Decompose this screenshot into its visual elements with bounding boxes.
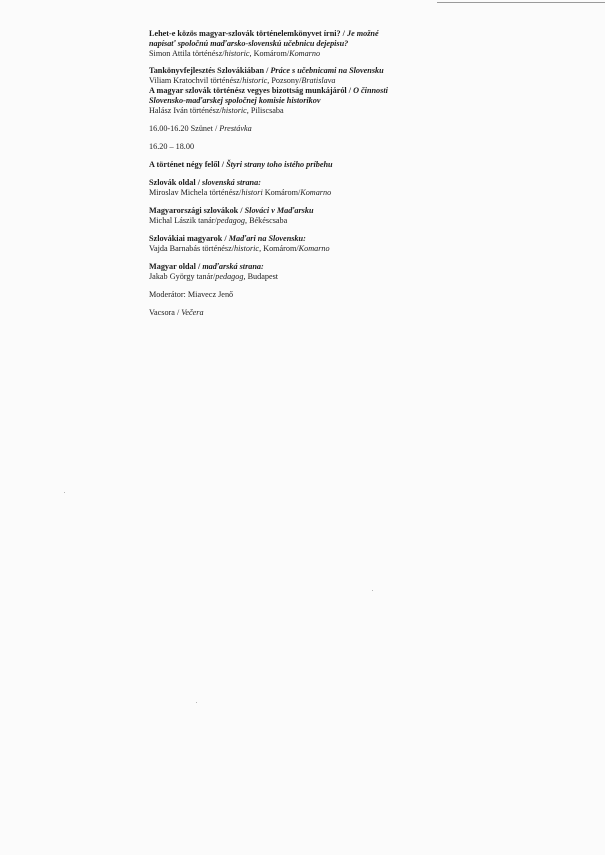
title-hu: Tankönyvfejlesztés Szlovákiában <box>149 66 265 75</box>
speaker-role-hu: történész <box>189 106 220 115</box>
speaker-line: Jakab György tanár/pedagog, Budapest <box>149 272 279 281</box>
dinner-separator: / <box>174 308 182 317</box>
moderator-label: Moderátor: <box>149 290 186 299</box>
session-time: 16.20 – 18.00 <box>149 142 195 151</box>
speaker-role-sk: pedagog <box>215 272 244 281</box>
speaker-name: Vajda Barnabás <box>149 244 201 253</box>
part-title-hu: Magyar oldal <box>149 262 196 271</box>
title-separator: / <box>346 86 354 95</box>
dinner-line <box>149 308 399 318</box>
title-sk: Je možné napísať spoločnú maďarsko-slovenskú učebnicu dejepisu? <box>149 29 379 48</box>
speaker-line: Vajda Barnabás történész/historic, Komárom/Komarno <box>149 244 330 253</box>
panel-part <box>149 234 399 254</box>
moderator-line <box>149 290 399 300</box>
break-separator: / <box>212 124 220 133</box>
speaker-city-sk: Komarno <box>289 49 321 58</box>
speaker-city: Budapest <box>247 272 279 281</box>
part-title-sk: Maďari na Slovensku: <box>228 234 306 243</box>
part-title <box>149 234 399 244</box>
speaker-city-sk: Komarno <box>300 188 332 197</box>
scan-speck <box>196 702 197 703</box>
speaker-role-hu: történész <box>209 188 240 197</box>
speaker-role-hu: történész <box>210 76 240 85</box>
speaker-city-hu: Pozsony <box>271 76 300 85</box>
session-1 <box>149 29 399 59</box>
panel-part <box>149 178 399 198</box>
speaker-line: Miroslav Michela történész/histori Komárom/Komarno <box>149 188 332 197</box>
break-line <box>149 124 399 134</box>
speaker-city-hu: Komárom <box>263 244 297 253</box>
title-sk: O činnosti Slovensko-maďarskej spoločnej komisie historikov <box>149 86 388 105</box>
speaker-role-hu: történész <box>192 49 223 58</box>
program-document <box>149 29 399 318</box>
speaker-city-hu: Komárom <box>253 49 287 58</box>
scan-speck <box>372 590 373 591</box>
session-title <box>149 86 399 106</box>
speaker-city-sk: Komarno <box>298 244 330 253</box>
speaker-name: Jakab György <box>149 272 195 281</box>
part-title-sk: Slováci v Maďarsku <box>244 206 314 215</box>
break-time: 16.00-16.20 <box>149 124 189 133</box>
part-title-hu: Szlovákiai magyarok <box>149 234 223 243</box>
part-title <box>149 262 399 272</box>
speaker-city: Piliscsaba <box>250 106 284 115</box>
part-title-hu: Magyarországi szlovákok <box>149 206 239 215</box>
part-title-separator: / <box>238 206 245 215</box>
speaker-role-sk: historic <box>234 244 260 253</box>
part-title-sk: slovenská strana: <box>202 178 261 187</box>
panel-heading <box>149 160 399 170</box>
part-title-sk: maďarská strana: <box>202 262 264 271</box>
panel-title-hu: A történet négy felől <box>149 160 220 169</box>
part-title-separator: / <box>195 178 203 187</box>
speaker-line: Halász Iván történész/historic, Piliscsaba <box>149 106 284 115</box>
speaker-role-sk: historic <box>242 76 268 85</box>
part-title-separator: / <box>222 234 229 243</box>
speaker-line: Simon Attila történész/historic, Komárom/Komarno <box>149 49 321 58</box>
title-hu: Lehet-e közös magyar-szlovák történelemkönyvet írni? <box>149 29 341 38</box>
speaker-name: Viliam Kratochvil <box>149 76 209 85</box>
panel-title-sk: Štyri strany toho istého príbehu <box>226 160 333 169</box>
part-title <box>149 178 399 188</box>
panel-part <box>149 262 399 282</box>
speaker-name: Halász Iván <box>149 106 188 115</box>
session-title <box>149 66 399 76</box>
speaker-role-sk: pedagog <box>216 216 245 225</box>
speaker-role-hu: történész <box>202 244 232 253</box>
moderator-name: Miavecz Jenő <box>187 290 234 299</box>
part-title-separator: / <box>195 262 203 271</box>
title-separator: / <box>340 29 347 38</box>
speaker-name: Michal Lászik <box>149 216 197 225</box>
speaker-role-hu: tanár <box>196 272 213 281</box>
title-hu: A magyar szlovák történész vegyes bizottság munkájáról <box>149 86 347 95</box>
break-label-hu: Szünet <box>190 124 213 133</box>
speaker-line: Michal Lászik tanár/pedagog, Békéscsaba <box>149 216 288 225</box>
panel-part <box>149 206 399 226</box>
dinner-sk: Večera <box>181 308 204 317</box>
speaker-role-hu: tanár <box>198 216 215 225</box>
session-2 <box>149 66 399 86</box>
speaker-line: Viliam Kratochvil történész/historic, Pozsony/Bratislava <box>149 76 336 85</box>
title-sk: Práce s učebnicami na Slovensku <box>270 66 384 75</box>
part-title-hu: Szlovák oldal <box>149 178 196 187</box>
speaker-name: Miroslav Michela <box>149 188 208 197</box>
speaker-role-sk: historic <box>224 49 250 58</box>
title-separator: / <box>264 66 271 75</box>
speaker-city-hu: Komárom <box>264 188 298 197</box>
speaker-city-sk: Bratislava <box>301 76 336 85</box>
break-label-sk: Prestávka <box>219 124 252 133</box>
session-title <box>149 29 399 49</box>
speaker-city: Békéscsaba <box>249 216 288 225</box>
part-title <box>149 206 399 216</box>
speaker-role-sk: histori <box>241 188 263 197</box>
dinner-hu: Vacsora <box>149 308 175 317</box>
scan-speck <box>64 492 65 493</box>
speaker-role-sk: historic <box>221 106 247 115</box>
session-3 <box>149 86 399 116</box>
speaker-name: Simon Attila <box>149 49 191 58</box>
panel-title-separator: / <box>219 160 227 169</box>
top-edge-line <box>437 2 605 3</box>
